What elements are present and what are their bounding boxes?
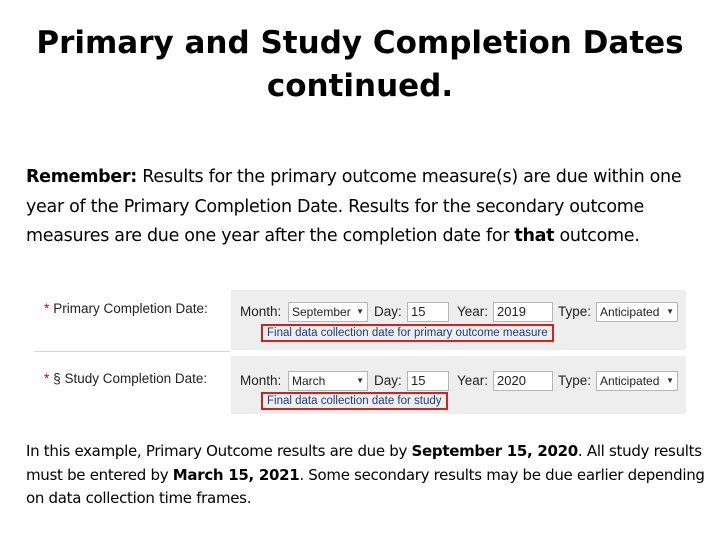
study-completion-label-text: § Study Completion Date: [53,371,208,386]
required-marker: * [44,371,50,386]
chevron-down-icon: ▼ [356,376,364,385]
primary-type-label: Type: [558,304,592,319]
study-month-select[interactable] [288,371,368,391]
study-day-input[interactable]: 15 [407,371,449,391]
study-type-value: Anticipated [600,374,660,388]
completion-date-form-screenshot [34,290,686,414]
study-year-label: Year: [457,373,489,388]
remember-text-a: Results for the primary outcome measure(s) are due within one year of the Primary Completion Date. Results for the secondary outcome measures are due one year after the completion date for [26,167,682,246]
study-type-select[interactable] [596,371,678,391]
primary-month-value: September [292,305,351,319]
primary-month-select[interactable] [288,302,368,322]
remember-emphasis: that [514,226,555,246]
study-completion-row [34,356,686,414]
study-type-label: Type: [558,373,592,388]
primary-month-label: Month: [240,304,282,319]
primary-completion-label [44,301,208,316]
example-paragraph [26,440,706,511]
study-completion-label [44,371,207,386]
example-text-a: In this example, Primary Outcome results are due by [26,442,412,460]
primary-completion-fields [231,290,686,350]
example-date-1: September 15, 2020 [411,442,578,460]
study-month-label: Month: [240,373,282,388]
title-line-1: Primary and Study Completion Dates [36,25,684,61]
study-year-input[interactable]: 2020 [493,371,553,391]
row-divider [34,351,230,352]
primary-type-select[interactable] [596,302,678,322]
study-month-value: March [292,374,326,388]
remember-text-b: outcome. [554,226,640,246]
remember-paragraph [26,163,706,252]
required-marker: * [44,301,50,316]
primary-type-value: Anticipated [600,305,660,319]
title-line-2: continued. [266,68,454,104]
primary-day-input[interactable]: 15 [407,302,449,322]
chevron-down-icon: ▼ [666,376,674,385]
primary-year-input[interactable]: 2019 [493,302,553,322]
chevron-down-icon: ▼ [666,307,674,316]
example-date-2: March 15, 2021 [172,465,300,484]
page-title [20,22,700,108]
primary-completion-label-text: Primary Completion Date: [53,301,208,316]
primary-year-label: Year: [457,304,489,319]
primary-day-label: Day: [374,304,402,319]
primary-completion-hint: Final data collection date for primary outcome measure [261,324,554,342]
study-completion-fields [231,356,686,414]
example-text-b: . All study results must be entered by [26,442,702,484]
chevron-down-icon: ▼ [356,307,364,316]
example-text-c: . Some secondary results may be due earlier depending on data collection time frames. [26,465,705,507]
study-completion-hint: Final data collection date for study [261,392,448,410]
remember-label: Remember: [26,167,138,187]
study-day-label: Day: [374,373,402,388]
primary-completion-row [34,290,686,350]
